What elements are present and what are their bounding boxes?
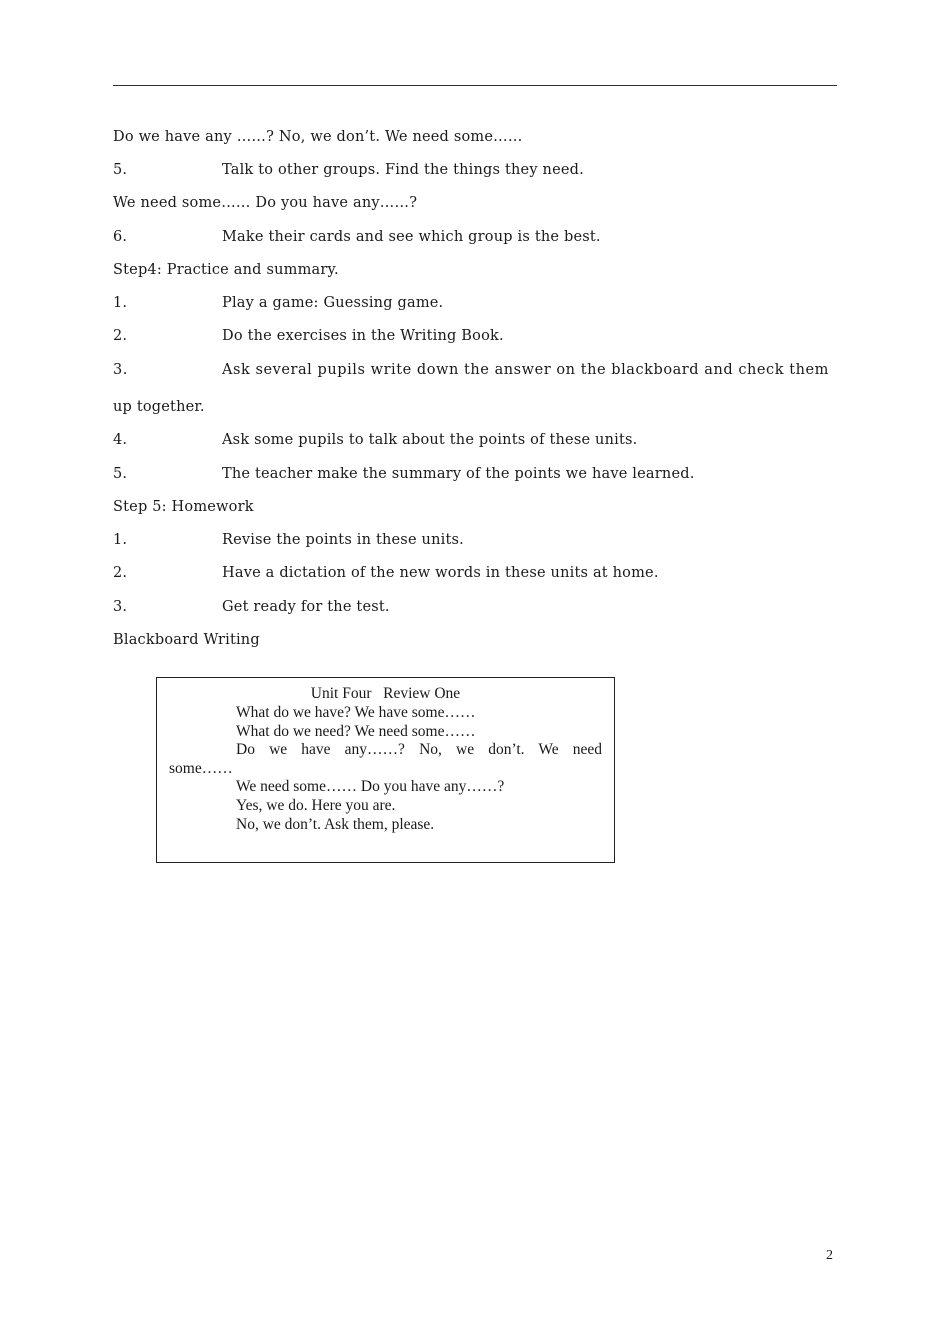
section-heading: Blackboard Writing: [113, 632, 260, 648]
blackboard-line: Yes, we do. Here you are.: [236, 797, 396, 814]
list-item: [113, 327, 843, 345]
list-text: Revise the points in these units.: [222, 532, 464, 548]
list-item: [113, 564, 843, 582]
list-number: 3.: [113, 362, 128, 378]
blackboard-line: We need some…… Do you have any……?: [236, 778, 505, 795]
list-text: Talk to other groups. Find the things they need.: [222, 162, 584, 178]
list-number: 5.: [113, 466, 128, 482]
list-text: Get ready for the test.: [222, 599, 390, 615]
blackboard-title: Unit Four Review One: [310, 685, 461, 702]
list-text: Have a dictation of the new words in these units at home.: [222, 565, 659, 581]
blackboard-line: some……: [169, 760, 233, 777]
list-text: Ask some pupils to talk about the points of these units.: [222, 432, 638, 448]
list-text: Do the exercises in the Writing Book.: [222, 328, 504, 344]
list-text: Play a game: Guessing game.: [222, 295, 444, 311]
list-item: [113, 598, 843, 616]
list-item: [113, 228, 843, 246]
list-item: [113, 531, 843, 549]
blackboard-line: No, we don’t. Ask them, please.: [236, 816, 435, 833]
list-item: [113, 161, 843, 179]
list-number: 4.: [113, 432, 128, 448]
blackboard-line: Do we have any……? No, we don’t. We need: [236, 741, 603, 758]
list-text: Make their cards and see which group is the best.: [222, 229, 601, 245]
page-number: 2: [826, 1248, 833, 1263]
blackboard-box: [156, 677, 615, 863]
blackboard-line: What do we need? We need some……: [236, 723, 476, 740]
body-line: up together.: [113, 399, 205, 415]
list-item: [113, 465, 843, 483]
list-item: [113, 294, 843, 312]
list-text: Ask several pupils write down the answer on the blackboard and check them: [222, 362, 829, 378]
list-number: 5.: [113, 162, 128, 178]
list-number: 1.: [113, 295, 128, 311]
list-number: 2.: [113, 565, 128, 581]
list-text: The teacher make the summary of the points we have learned.: [222, 466, 695, 482]
list-number: 3.: [113, 599, 128, 615]
section-heading: Step 5: Homework: [113, 499, 254, 515]
blackboard-line: What do we have? We have some……: [236, 704, 476, 721]
section-heading: Step4: Practice and summary.: [113, 262, 339, 278]
list-item: [113, 361, 843, 379]
list-number: 1.: [113, 532, 128, 548]
list-item: [113, 431, 843, 449]
body-line: Do we have any ……? No, we don’t. We need some……: [113, 129, 523, 145]
list-number: 2.: [113, 328, 128, 344]
body-line: We need some…… Do you have any……?: [113, 195, 418, 211]
header-rule: [113, 85, 837, 86]
list-number: 6.: [113, 229, 128, 245]
